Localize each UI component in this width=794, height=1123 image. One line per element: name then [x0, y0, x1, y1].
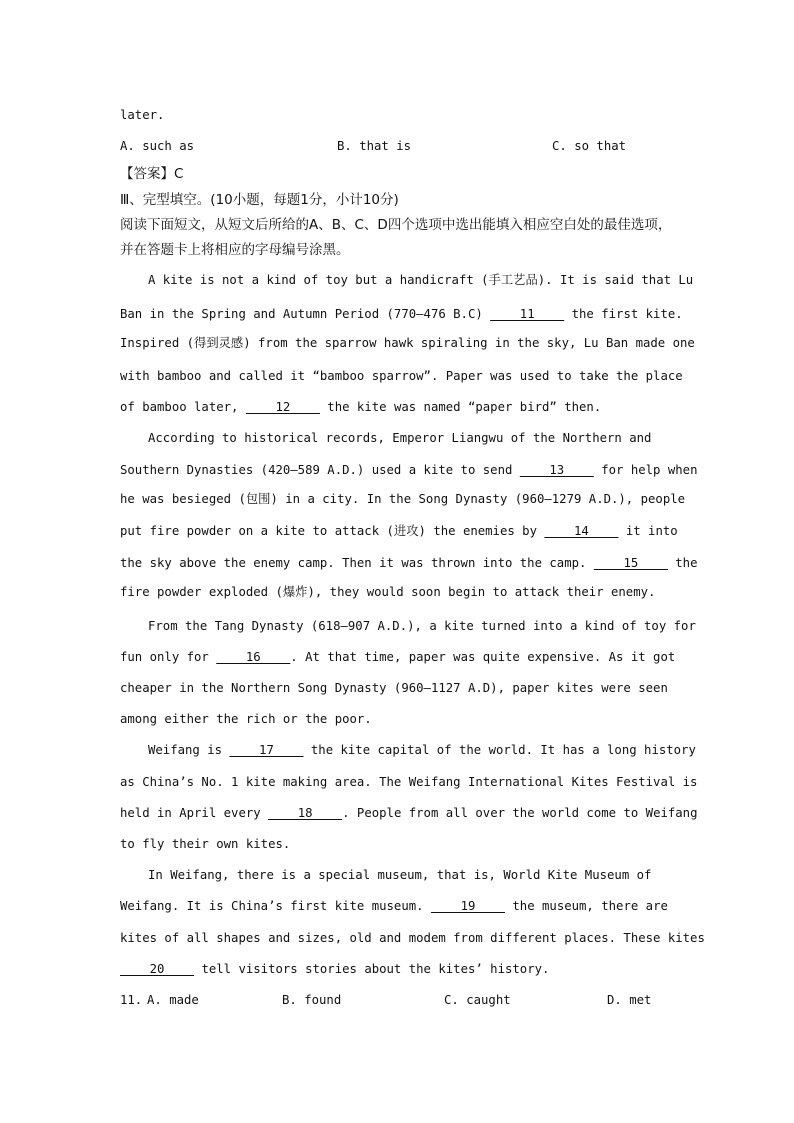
passage-line: cheaper in the Northern Song Dynasty (960—1127 A.D), paper kites were seen	[120, 681, 668, 695]
section-instruction-2: 并在答题卡上将相应的字母编号涂黑。	[120, 242, 350, 258]
section-title: Ⅲ、完型填空。(10小题，每题1分，小计10分)	[120, 192, 399, 208]
blank-16: 16	[216, 650, 291, 664]
passage-line: to fly their own kites.	[120, 837, 291, 851]
passage-line: Southern Dynasties (420—589 A.D.) used a kite to send 13 for help when	[120, 463, 698, 477]
blank-17: 17	[229, 743, 304, 757]
passage-line: the sky above the enemy camp. Then it was thrown into the camp. 15 the	[120, 556, 698, 570]
question-11-option-c: C. caught	[444, 993, 511, 1007]
passage-line: put fire powder on a kite to attack (进攻) the enemies by 14 it into	[120, 524, 678, 538]
blank-20: 20	[120, 962, 195, 976]
passage-line: he was besieged (包围) in a city. In the Song Dynasty (960—1279 A.D.), people	[120, 492, 686, 506]
passage-line: A kite is not a kind of toy but a handicraft (手工艺品). It is said that Lu	[148, 273, 694, 287]
blank-19: 19	[430, 899, 505, 913]
prev-option-a: A. such as	[120, 139, 195, 153]
passage-line: among either the rich or the poor.	[120, 712, 372, 726]
question-11-option-a: A. made	[147, 993, 199, 1007]
passage-line: fun only for 16 . At that time, paper was quite expensive. As it got	[120, 650, 676, 664]
question-11-option-d: D. met	[607, 993, 652, 1007]
question-11-number: 11.	[120, 993, 143, 1007]
blank-11: 11	[490, 307, 565, 321]
passage-line: In Weifang, there is a special museum, that is, World Kite Museum of	[148, 868, 652, 882]
blank-14: 14	[544, 524, 619, 538]
prev-option-c: C. so that	[552, 139, 627, 153]
passage-line: Weifang. It is China’s first kite museum. 19 the museum, there are	[120, 899, 668, 913]
blank-13: 13	[519, 463, 594, 477]
passage-line: Weifang is 17 the kite capital of the world. It has a long history	[148, 743, 696, 757]
section-instruction-1: 阅读下面短文，从短文后所给的A、B、C、D四个选项中选出能填入相应空白处的最佳选项，	[120, 217, 672, 233]
passage-line: kites of all shapes and sizes, old and modem from different places. These kites	[120, 931, 705, 945]
passage-line: According to historical records, Emperor Liangwu of the Northern and	[148, 431, 652, 445]
passage-line: held in April every 18 . People from all over the world come to Weifang	[120, 806, 698, 820]
passage-line: with bamboo and called it “bamboo sparrow”. Paper was used to take the place	[120, 369, 683, 383]
blank-15: 15	[593, 556, 668, 570]
blank-18: 18	[268, 806, 343, 820]
passage-line: 20 tell visitors stories about the kites’ history.	[120, 962, 550, 976]
passage-line: fire powder exploded (爆炸), they would soon begin to attack their enemy.	[120, 585, 656, 599]
passage-line: Ban in the Spring and Autumn Period (770—476 B.C) 11 the first kite.	[120, 307, 683, 321]
question-11-option-b: B. found	[282, 993, 342, 1007]
passage-line: of bamboo later, 12 the kite was named “paper bird” then.	[120, 400, 602, 414]
passage-line: as China’s No. 1 kite making area. The Weifang International Kites Festival is	[120, 775, 698, 789]
header-tail: later.	[120, 108, 165, 122]
passage-line: From the Tang Dynasty (618—907 A.D.), a kite turned into a kind of toy for	[148, 619, 696, 633]
blank-12: 12	[245, 400, 320, 414]
prev-option-b: B. that is	[337, 139, 412, 153]
passage-line: Inspired (得到灵感) from the sparrow hawk spiraling in the sky, Lu Ban made one	[120, 336, 695, 350]
answer-line: 【答案】C	[120, 166, 184, 182]
